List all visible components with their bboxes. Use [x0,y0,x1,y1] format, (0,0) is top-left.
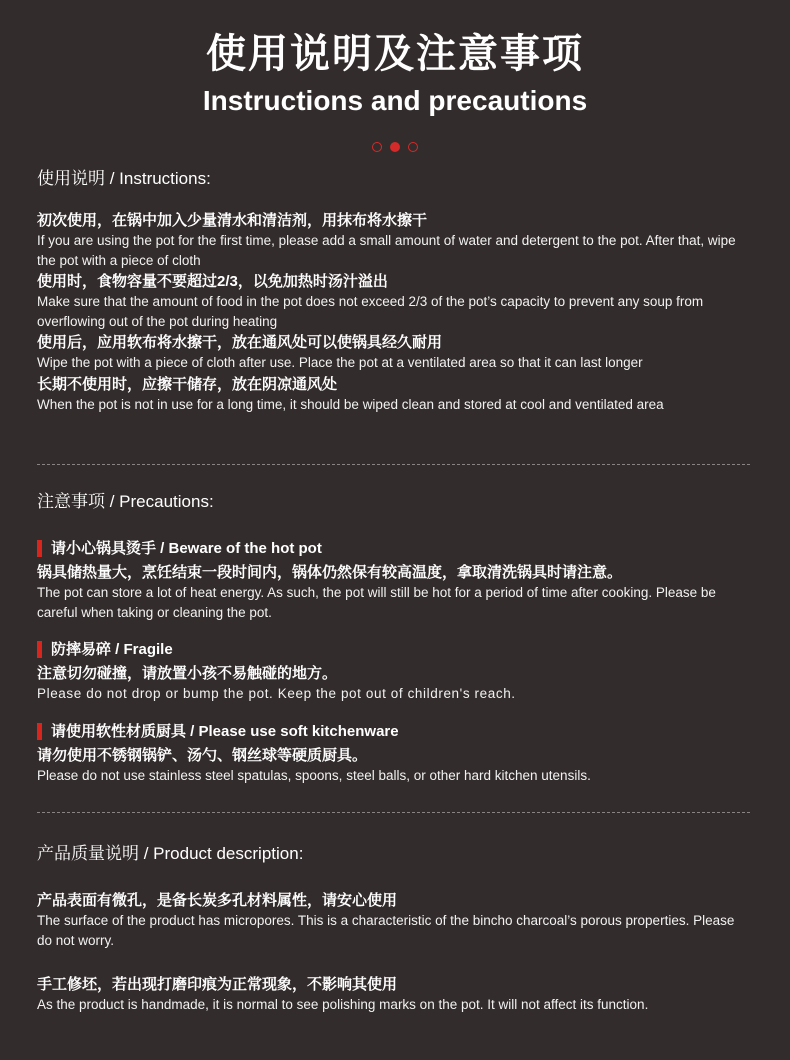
precaution-cn: 请勿使用不锈钢锅铲、汤勺、钢丝球等硬质厨具。 [37,746,368,764]
product-cn: 产品表面有微孔，是备长炭多孔材料属性，请安心使用 [37,892,398,909]
dot-icon [390,142,400,152]
product-en: As the product is handmade, it is normal to see polishing marks on the pot. It will not affect its function. [37,997,649,1012]
instruction-en: If you are using the pot for the first time, please add a small amount of water and detergent to the pot. After that, wipe the pot with a piece of cloth [37,233,736,268]
section-divider [37,812,750,813]
dot-icon [372,142,382,152]
precaution-cn: 注意切勿碰撞，请放置小孩不易触碰的地方。 [37,665,338,682]
product-section [37,843,750,1016]
precaution-heading: 防摔易碎 / Fragile [51,641,173,658]
section-title: 产品质量说明 / Product description: [37,844,304,863]
instruction-cn: 长期不使用时，应擦干储存，放在阴凉通风处 [37,375,338,393]
precaution-en: Please do not drop or bump the pot. Keep the pot out of children's reach. [37,686,516,701]
precaution-heading: 请小心锅具烫手 / Beware of the hot pot [51,540,322,557]
product-en: The surface of the product has micropores. This is a characteristic of the bincho charcoal’s porous properties. Please do not worry. [37,913,735,948]
instruction-en: Make sure that the amount of food in the pot does not exceed 2/3 of the pot’s capacity to prevent any soup from overflowing out of the pot during heating [37,294,704,329]
precaution-item [37,721,750,786]
section-title: 使用说明 / Instructions: [37,169,211,188]
precautions-section [37,491,750,802]
precaution-en: The pot can store a lot of heat energy. As such, the pot will still be hot for a period of time after cooking. Please be careful when taking or cleaning the pot. [37,585,716,620]
precaution-heading: 请使用软性材质厨具 / Please use soft kitchenware [51,722,399,740]
red-bar-icon [37,641,42,658]
dot-icon [408,142,418,152]
page-header [0,0,790,152]
instruction-cn: 使用时，食物容量不要超过2/3，以免加热时汤汁溢出 [37,273,388,290]
precaution-cn: 锅具储热量大，烹饪结束一段时间内，锅体仍然保有较高温度，拿取清洗锅具时请注意。 [37,564,623,581]
red-bar-icon [37,723,42,740]
red-bar-icon [37,540,42,557]
instruction-cn: 初次使用，在锅中加入少量清水和清洁剂，用抹布将水擦干 [37,212,428,229]
precaution-en: Please do not use stainless steel spatulas, spoons, steel balls, or other hard kitchen utensils. [37,767,591,783]
instructions-section [37,168,750,415]
section-divider [37,464,750,465]
precaution-item [37,538,750,622]
product-cn: 手工修坯，若出现打磨印痕为正常现象，不影响其使用 [37,976,398,993]
instruction-en: When the pot is not in use for a long time, it should be wiped clean and stored at cool and ventilated area [37,396,664,412]
instruction-cn: 使用后，应用软布将水擦干，放在通风处可以使锅具经久耐用 [37,334,443,351]
page-title-cn: 使用说明及注意事项 [206,32,584,76]
instruction-en: Wipe the pot with a piece of cloth after use. Place the pot at a ventilated area so that it can last longer [37,355,643,370]
page-title-en: Instructions and precautions [202,85,588,116]
section-title: 注意事项 / Precautions: [37,492,214,511]
decorative-dots [0,142,790,152]
precaution-item [37,639,750,704]
